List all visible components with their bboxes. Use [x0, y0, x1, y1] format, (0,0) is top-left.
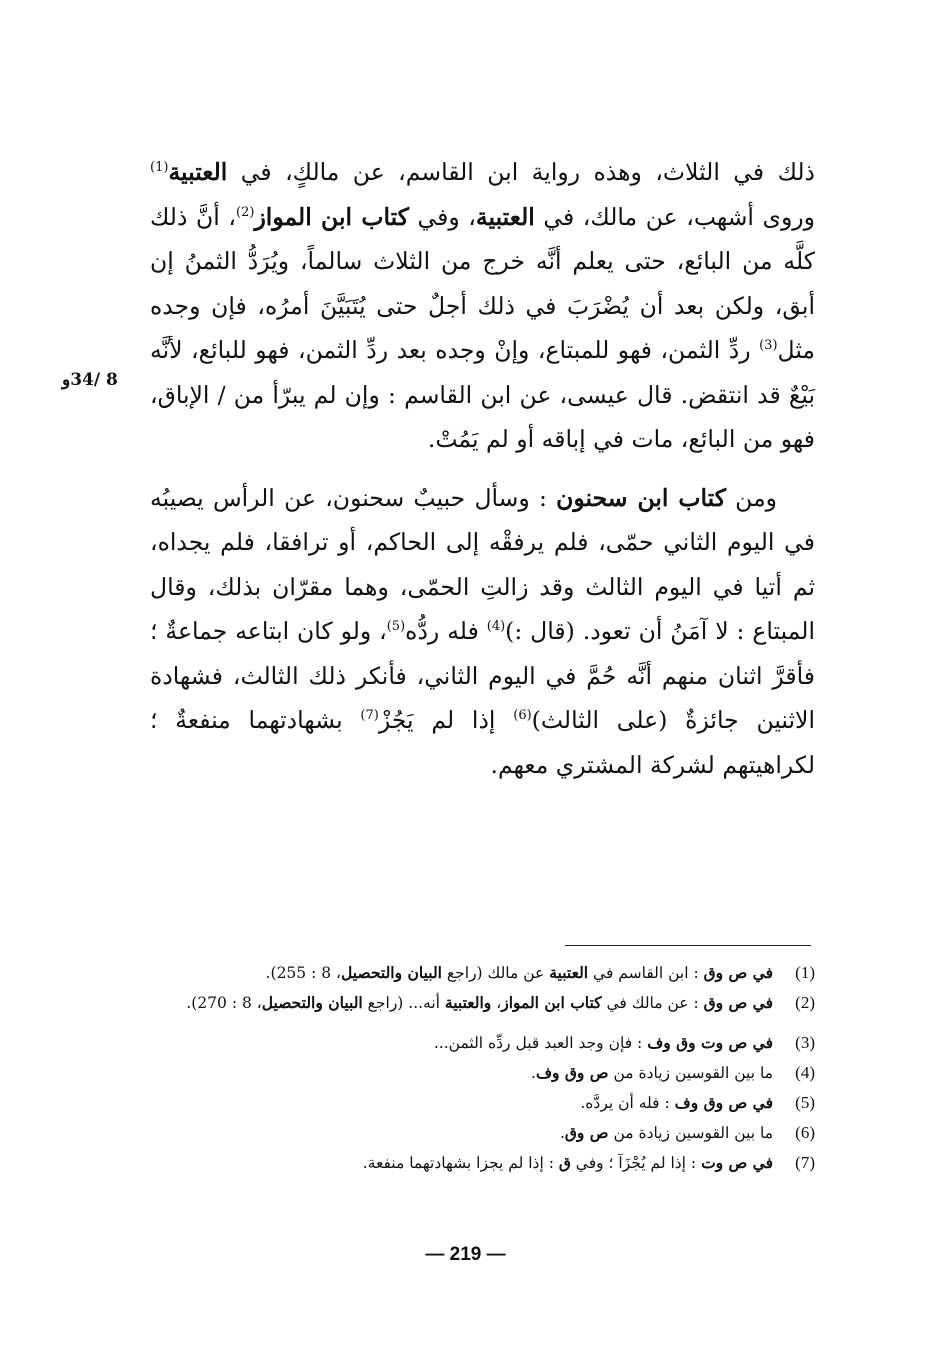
- text-run: ذلك في الثلاث، وهذه رواية ابن القاسم، عن مالكٍ، في: [227, 158, 815, 186]
- bold-term: في ص وت: [701, 1153, 773, 1172]
- bold-term: العتبية: [475, 202, 535, 231]
- footnote-text: [150, 1088, 773, 1118]
- text-run: : ابن القاسم في: [588, 964, 704, 982]
- text-run: : فله أن يردَّه.: [580, 1094, 675, 1112]
- bold-term: في ص وق: [703, 993, 773, 1012]
- bold-term: كتاب ابن سحنون: [556, 483, 726, 512]
- footnote-text: [150, 1028, 773, 1058]
- text-run: : إذا لم يُجْزَآ ؛ وفي: [570, 1154, 702, 1172]
- footnote-5: [150, 1088, 815, 1118]
- margin-folio-note: 8 /34و: [62, 370, 118, 390]
- text-run: ،: [491, 994, 502, 1012]
- footnote-reference: (1): [150, 160, 169, 176]
- footnote-7: [150, 1148, 815, 1178]
- footnote-reference: (7): [360, 708, 379, 724]
- text-run: أنه... (راجع: [362, 994, 445, 1012]
- text-run: فله ردُّه: [405, 617, 487, 645]
- footnote-text: [150, 988, 773, 1018]
- bold-term: العتبية: [168, 158, 228, 186]
- footnote-1: [150, 958, 815, 988]
- bold-term: العتبية: [549, 963, 589, 982]
- bold-term: في ص وت وق وف: [647, 1033, 773, 1052]
- main-text: [150, 150, 815, 787]
- footnote-number: (7): [795, 1153, 815, 1172]
- footnote-number: (2): [795, 993, 815, 1012]
- footnote-separator: [565, 945, 811, 946]
- text-run: ، أنَّ ذلك كلَّه من البائع، حتى يعلم أنَّه خرج من الثلاث سالماً، ويُرَدُّ الثمنُ إن أبق، ولكن بعد أن يُضْرَبَ في ذلك أجلٌ حتى يُتَبَيَّنَ أمرُه، فإن وجده مثل: [150, 202, 815, 364]
- bold-term: ص وق: [564, 1123, 609, 1142]
- paragraph-1: [150, 150, 815, 462]
- text-run: : عن مالك في: [601, 994, 704, 1012]
- bold-term: والعتبية: [444, 993, 492, 1012]
- footnotes: [150, 958, 815, 1178]
- bold-term: ق: [558, 1153, 571, 1172]
- footnote-2: [150, 988, 815, 1018]
- text-run: .: [531, 1064, 536, 1082]
- page-number: — 219 —: [425, 1244, 506, 1265]
- text-run: ما بين القوسين زيادة من: [608, 1124, 773, 1142]
- bold-term: في ص وق: [703, 963, 773, 982]
- footnote-number: (5): [795, 1093, 815, 1112]
- text-run: ما بين القوسين زيادة من: [608, 1064, 773, 1082]
- footnote-3: [150, 1028, 815, 1058]
- text-run: ، 8 : 270).: [186, 994, 262, 1012]
- paragraph-2: [150, 476, 815, 788]
- text-run: عن مالك (راجع: [442, 964, 550, 982]
- footnote-6: [150, 1118, 815, 1148]
- text-run: ، ولو كان ابتاعه جماعةٌ ؛ فأقرَّ اثنان منهم أنَّه حُمَّ في اليوم الثاني، فأنكر ذلك الثالث، فشهادة الاثنين جائزةٌ (على الثالث): [150, 617, 815, 734]
- text-run: : وسأل حبيبٌ سحنون، عن الرأس يصيبُه في اليوم الثاني حمّى، فلم يرفقْه إلى الحاكم، أو ترافقا، فلم يجداه، ثم أتيا في اليوم الثالث وقد زالتِ الحمّى، وهما مقرّان بذلك، وقال المبتاع : لا آمَنُ أن تعود. (قال :): [150, 483, 815, 645]
- text-run: بشهادتهما منفعةٌ ؛ لكراهيتهم لشركة المشتري معهم.: [150, 706, 815, 779]
- footnote-4: [150, 1058, 815, 1088]
- footnote-text: [150, 1118, 773, 1148]
- text-run: ، 8 : 255).: [265, 964, 342, 982]
- footnote-text: [150, 958, 773, 988]
- text-run: ومن: [725, 483, 778, 512]
- text-run: .: [559, 1124, 565, 1142]
- footnote-number: (6): [795, 1123, 815, 1142]
- bold-term: كتاب ابن المواز: [254, 202, 409, 231]
- bold-term: البيان والتحصيل: [341, 963, 442, 982]
- text-run: إذا لم يَجُزْ: [378, 706, 514, 734]
- footnote-text: [150, 1148, 773, 1178]
- footnote-number: (4): [795, 1063, 815, 1082]
- footnote-reference: (2): [236, 204, 255, 220]
- text-run: : فإن وجد العبد قبل ردِّه الثمن...: [433, 1034, 648, 1052]
- footnote-reference: (4): [486, 619, 506, 635]
- bold-term: البيان والتحصيل: [261, 993, 363, 1012]
- footnote-reference: (6): [513, 708, 532, 724]
- bold-term: كتاب ابن المواز: [501, 993, 602, 1012]
- footnote-reference: (3): [759, 338, 778, 354]
- footnote-text: [150, 1058, 773, 1088]
- bold-term: ص وق وف: [535, 1063, 609, 1082]
- text-run: ، وفي: [408, 202, 476, 231]
- bold-term: في ص وق وف: [674, 1093, 773, 1112]
- text-run: : إذا لم يجزا بشهادتهما منفعة.: [362, 1154, 559, 1172]
- footnote-number: (1): [795, 963, 815, 982]
- text-run: وروى أشهب، عن مالك، في: [534, 202, 815, 231]
- text-run: ردِّ الثمن، فهو للمبتاع، وإنْ وجده بعد ردِّ الثمن، فهو للبائع، لأنَّه بَيْعٌ قد انتقض. قال عيسى، عن ابن القاسم : وإن لم يبرّأ من / الإباق، فهو من البائع، مات في إباقه أو لم يَمُتْ.: [150, 336, 815, 453]
- footnote-reference: (5): [386, 619, 406, 635]
- footnote-number: (3): [795, 1033, 815, 1052]
